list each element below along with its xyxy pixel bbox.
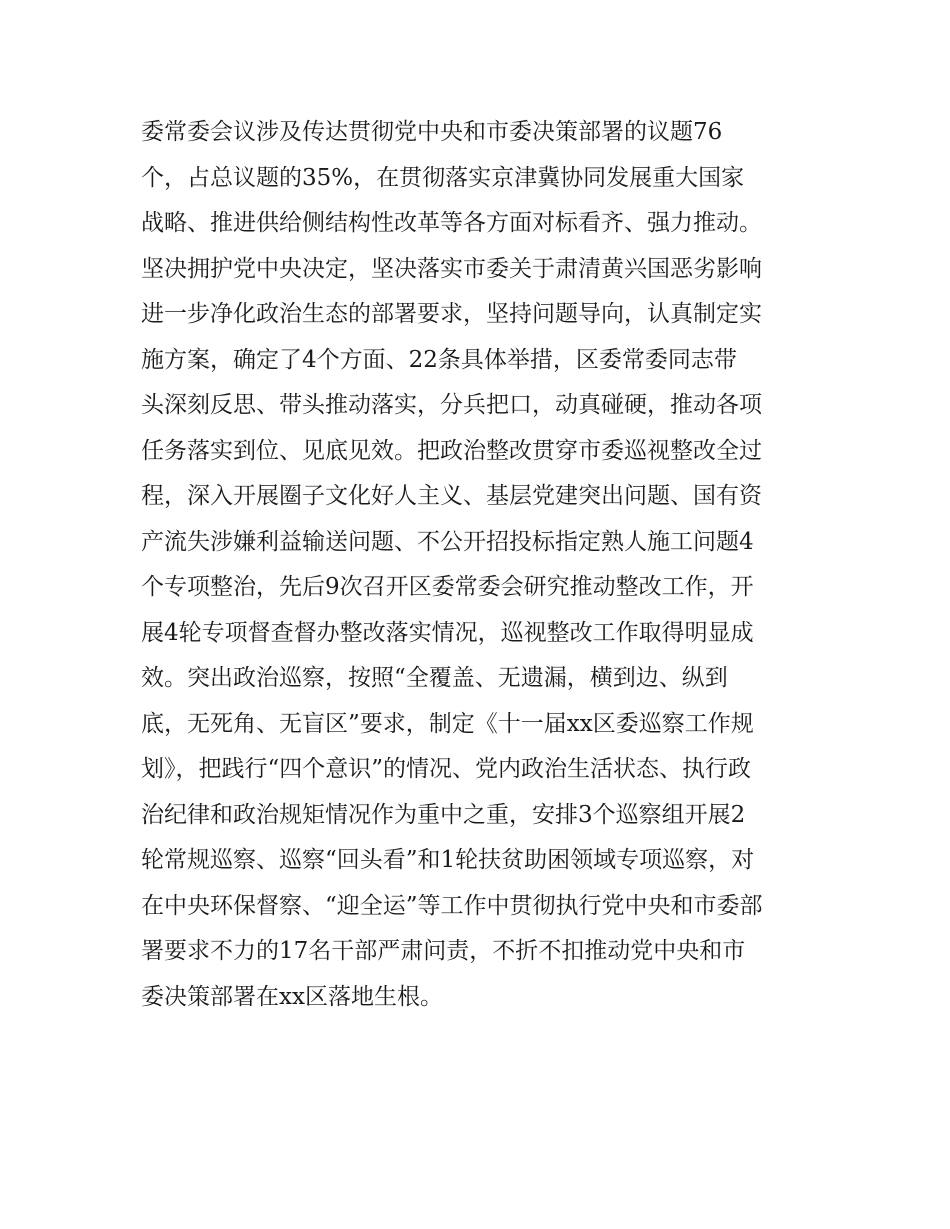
text-line: 个专项整治，先后9次召开区委常委会研究推动整改工作，开: [141, 574, 754, 600]
text-line: 效。突出政治巡察，按照“全覆盖、无遗漏，横到边、纵到: [141, 665, 728, 691]
text-line: 个，占总议题的35%，在贯彻落实京津冀协同发展重大国家: [141, 164, 745, 191]
body-paragraph: [141, 110, 831, 1020]
text-line: 进一步净化政治生态的部署要求，坚持问题导向，认真制定实: [141, 301, 762, 327]
text-line: 委决策部署在xx区落地生根。: [141, 983, 443, 1010]
text-line: 轮常规巡察、巡察“回头看”和1轮扶贫助困领域专项巡察，对: [141, 847, 755, 873]
text-line: 底，无死角、无盲区”要求，制定《十一届xx区委巡察工作规: [141, 710, 754, 737]
text-line: 划》，把践行“四个意识”的情况、党内政治生活状态、执行政: [141, 756, 752, 782]
text-line: 施方案，确定了4个方面、22条具体举措，区委常委同志带: [141, 346, 737, 373]
text-line: 坚决拥护党中央决定，坚决落实市委关于肃清黄兴国恶劣影响: [141, 255, 762, 282]
text-line: 任务落实到位、见底见效。把政治整改贯穿市委巡视整改全过: [141, 437, 762, 464]
text-line: 头深刻反思、带头推动落实，分兵把口，动真碰硬，推动各项: [141, 392, 762, 418]
text-line: 战略、推进供给侧结构性改革等各方面对标看齐、强力推动。: [141, 210, 762, 236]
text-line: 委常委会议涉及传达贯彻党中央和市委决策部署的议题76: [141, 119, 723, 145]
text-line: 治纪律和政治规矩情况作为重中之重，安排3个巡察组开展2: [141, 801, 746, 828]
text-line: 展4轮专项督查督办整改落实情况，巡视整改工作取得明显成: [141, 619, 754, 646]
text-line: 在中央环保督察、“迎全运”等工作中贯彻执行党中央和市委部: [141, 892, 763, 919]
text-line: 署要求不力的17名干部严肃问责，不折不扣推动党中央和市: [141, 938, 746, 964]
text-line: 程，深入开展圈子文化好人主义、基层党建突出问题、国有资: [141, 483, 762, 509]
text-line: 产流失涉嫌利益输送问题、不公开招投标指定熟人施工问题4: [141, 528, 754, 555]
